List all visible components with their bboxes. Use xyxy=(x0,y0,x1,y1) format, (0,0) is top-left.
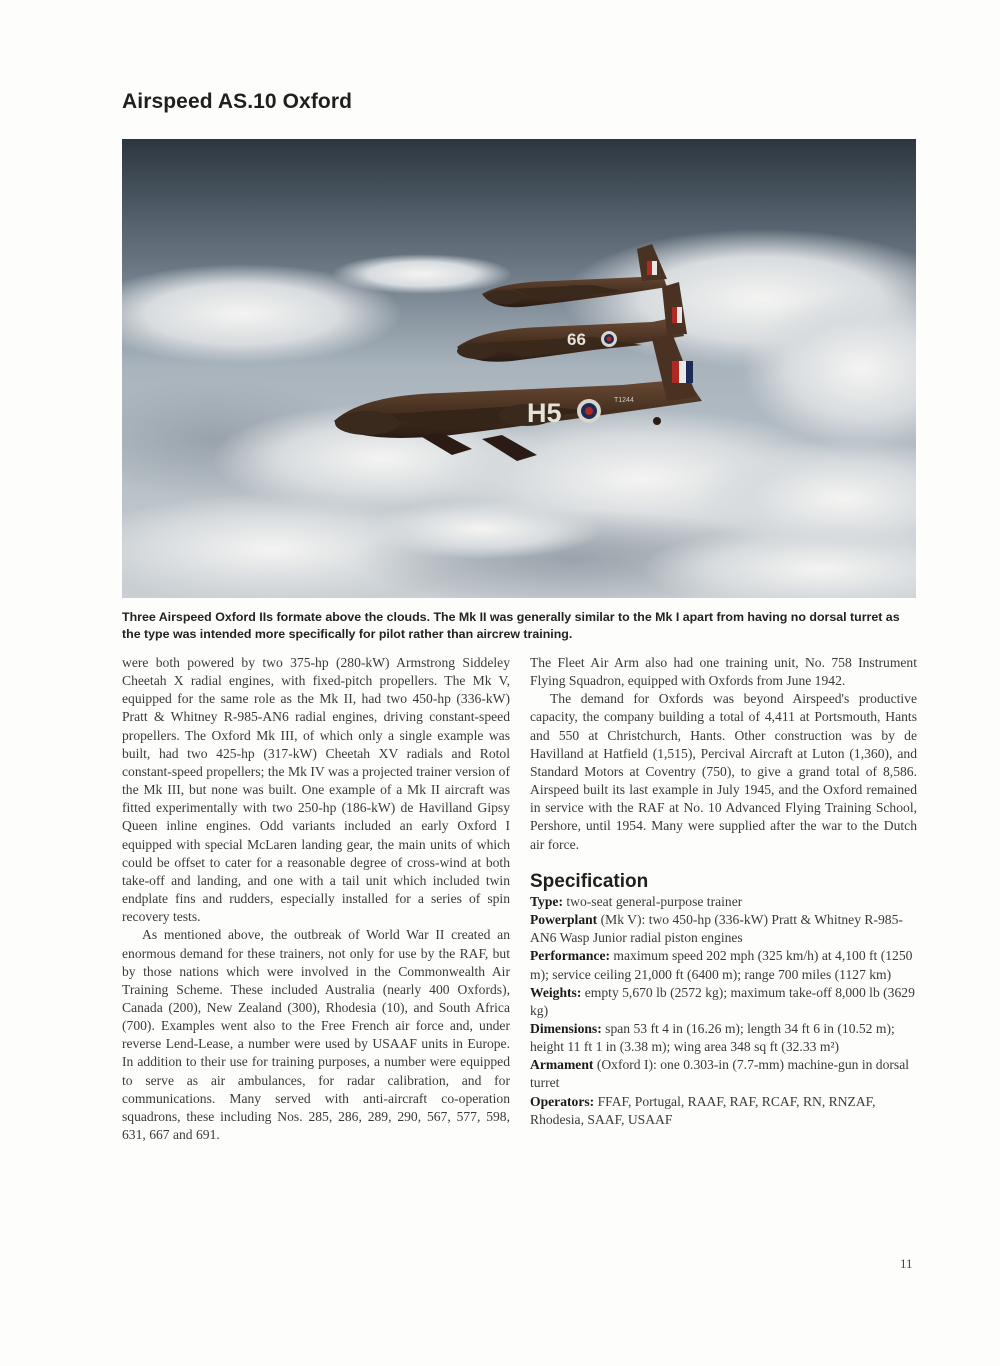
spec-label: Type: xyxy=(530,893,563,909)
body-paragraph: As mentioned above, the outbreak of World War II created an enormous demand for these trainers, not only for use by the RAF, but by those nations which were involved in the Commonwealth Air Training Scheme. These included Australia (nearly 400 Oxfords), Canada (200), New Zealand (300), Rhodesia (10), and South Africa (700). Examples went also to the Free French air force and, under reverse Lend-Lease, a number were used by USAAF units in Europe. In addition to their use for training purposes, a number were equipped to serve as air ambulances, for radar calibration, and for communications. Many served with anti-aircraft co-operation squadrons, these including Nos. 285, 286, 289, 290, 567, 577, 598, 631, 667 and 691. xyxy=(122,927,510,1143)
spec-value: two-seat general-purpose trainer xyxy=(562,893,743,909)
spec-label: Armament xyxy=(530,1057,594,1073)
body-paragraph: were both powered by two 375-hp (280-kW) Armstrong Siddeley Cheetah X radial engines, with fixed-pitch propellers. The Mk V, equipped for the same role as the Mk II, had two 450-hp (336-kW) Pratt & Whitney R-985-AN6 radial engines, driving constant-speed propellers. The Oxford Mk III, of which only a single example was built, had two 425-hp (317-kW) Cheetah XV radials and Rotol constant-speed propellers; the Mk IV was a projected trainer version of the Mk III, but none was built. One example of a Mk II aircraft was fitted experimentally with two 250-hp (186-kW) de Havilland Gipsy Queen inline engines. Odd variants included an early Oxford I equipped with special McLaren landing gear, the main units of which could be offset to cater for a reasonable degree of cross-wind at both take-off and landing, and one with a tail unit which included twin endplate fins and rudders, especially installed for a series of spin recovery tests. xyxy=(122,655,510,925)
spec-label: Powerplant xyxy=(530,912,598,928)
spec-armament xyxy=(530,1056,917,1092)
spec-weights xyxy=(530,984,917,1020)
spec-value: (Oxford I): one 0.303-in (7.7-mm) machine-gun in dorsal turret xyxy=(530,1057,910,1091)
aircraft-code-66: 66 xyxy=(567,330,586,349)
text-column-left xyxy=(122,654,510,1144)
body-paragraph: The demand for Oxfords was beyond Airspeed's productive capacity, the company building a total of 4,411 at Portsmouth, Hants and 550 at Christchurch, Hants. Other construction was by de Havilland at Hatfield (1,515), Percival Aircraft at Luton (1,360), and Standard Motors at Coventry (750), to give a grand total of 8,586. Airspeed built its last example in July 1945, and the Oxford remained in service with the RAF at No. 10 Advanced Flying Training School, Pershore, until 1954. Many were supplied after the war to the Dutch air force. xyxy=(530,691,917,852)
specification-list xyxy=(530,893,917,1129)
spec-value: FFAF, Portugal, RAAF, RAF, RCAF, RN, RNZAF, Rhodesia, SAAF, USAAF xyxy=(530,1093,876,1127)
page-title: Airspeed AS.10 Oxford xyxy=(122,90,353,113)
spec-label: Performance: xyxy=(530,948,611,964)
spec-label: Weights: xyxy=(530,984,582,1000)
photo-illustration xyxy=(122,139,916,598)
aircraft-photo xyxy=(122,139,916,598)
page-number: 11 xyxy=(900,1256,913,1271)
spec-value: (Mk V): two 450-hp (336-kW) Pratt & Whitney R-985-AN6 Wasp Junior radial piston engines xyxy=(530,912,903,946)
spec-label: Dimensions: xyxy=(530,1020,602,1036)
aircraft-serial: T1244 xyxy=(614,397,634,404)
spec-operators xyxy=(530,1093,917,1129)
spec-label: Operators: xyxy=(530,1093,595,1109)
text-column-right xyxy=(530,654,917,1129)
photo-caption: Three Airspeed Oxford IIs formate above the clouds. The Mk II was generally similar to the Mk I apart from having no dorsal turret as the type was intended more specifically for pilot rather than aircrew training. xyxy=(122,610,900,641)
spec-value: span 53 ft 4 in (16.26 m); length 34 ft 6 in (10.52 m); height 11 ft 1 in (3.38 m); wing area 348 sq ft (32.33 m²) xyxy=(530,1020,895,1055)
spec-powerplant xyxy=(530,911,917,947)
spec-value: empty 5,670 lb (2572 kg); maximum take-off 8,000 lb (3629 kg) xyxy=(530,984,915,1018)
spec-performance xyxy=(530,947,917,983)
specification-heading: Specification xyxy=(530,870,649,892)
body-paragraph: The Fleet Air Arm also had one training unit, No. 758 Instrument Flying Squadron, equipped with Oxfords from June 1942. xyxy=(530,655,917,689)
spec-value: maximum speed 202 mph (325 km/h) at 4,100 ft (1250 m); service ceiling 21,000 ft (6400 m); range 700 miles (1127 km) xyxy=(530,948,913,982)
aircraft-code-h5: H5 xyxy=(527,398,562,428)
spec-dimensions xyxy=(530,1020,917,1056)
spec-type xyxy=(530,893,917,911)
